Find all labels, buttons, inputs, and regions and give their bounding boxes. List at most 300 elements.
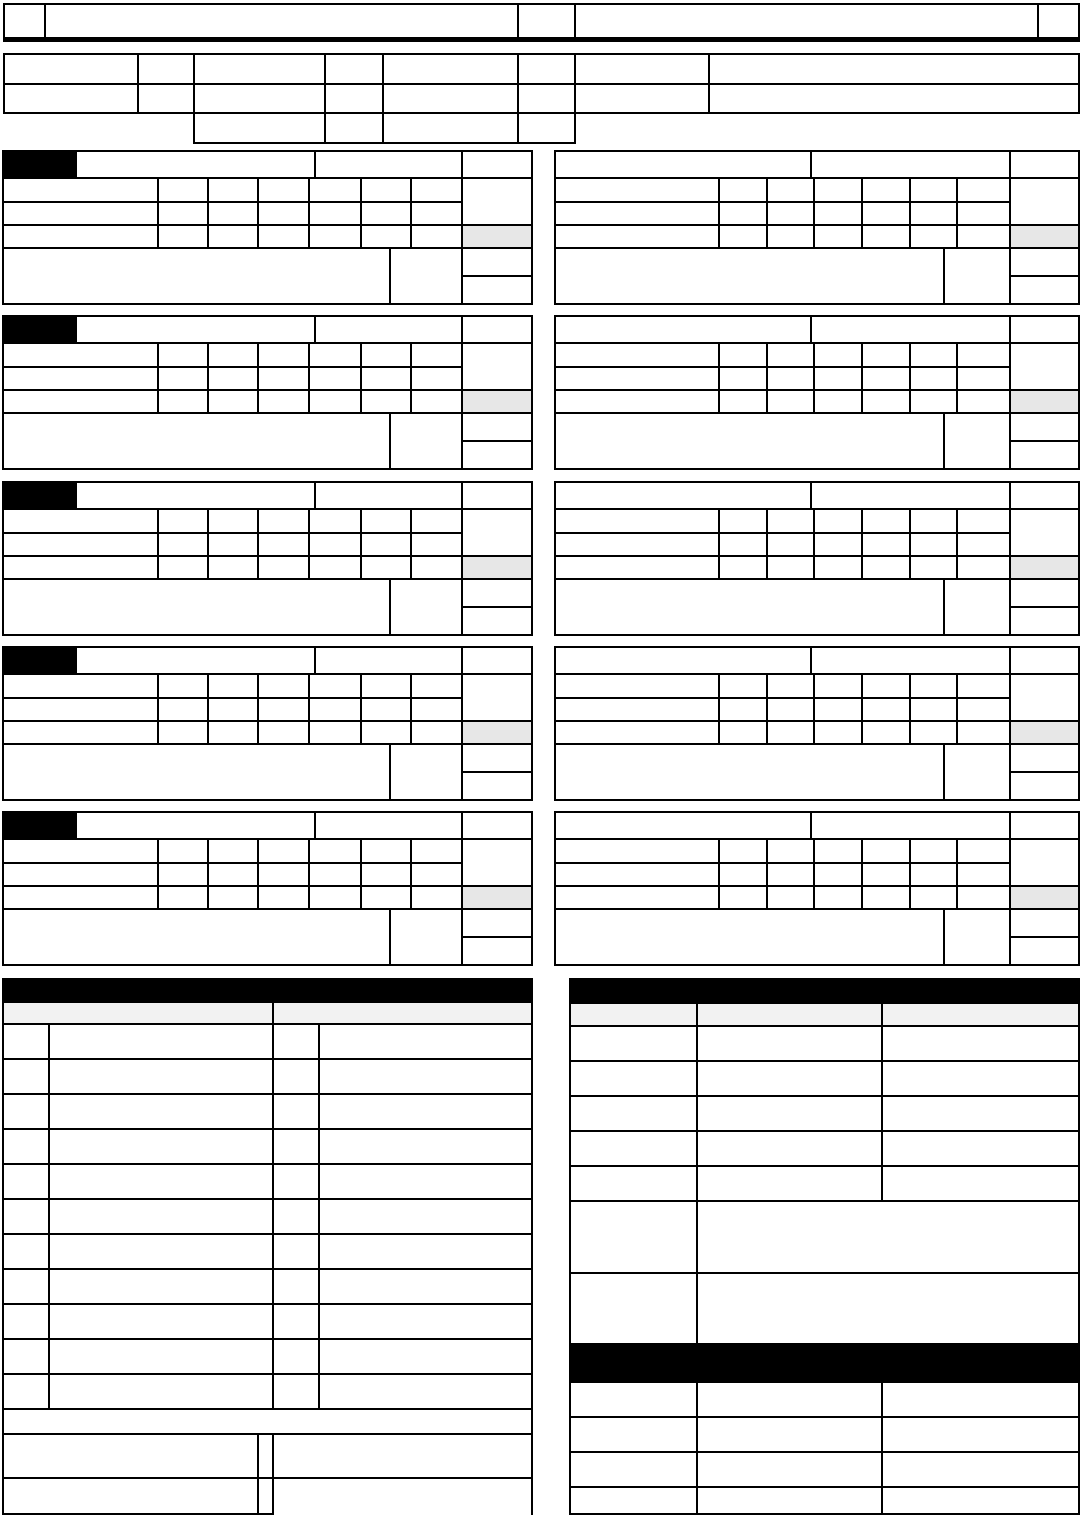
row-number-cell[interactable] [2,1163,50,1200]
stacked-entry-cell[interactable] [1009,936,1080,966]
score-cell[interactable] [410,342,463,368]
score-cell[interactable] [861,366,911,391]
score-cell[interactable] [410,201,463,226]
row-number-cell[interactable] [272,1338,320,1375]
row-number-cell[interactable] [2,1198,50,1235]
score-cell[interactable] [308,697,362,722]
row-label-cell[interactable] [554,862,720,887]
name-entry-cell[interactable] [318,1338,533,1375]
stacked-entry-cell[interactable] [461,440,533,470]
wide-entry-cell[interactable] [2,908,391,966]
score-cell[interactable] [813,224,863,249]
small-entry-cell[interactable] [389,908,463,966]
name-entry-cell[interactable] [48,1163,274,1200]
score-cell[interactable] [360,201,412,226]
block-header-cell[interactable] [554,150,812,179]
stacked-entry-cell[interactable] [461,936,533,966]
score-cell[interactable] [909,673,958,699]
row-label-cell[interactable] [554,224,720,249]
score-cell[interactable] [410,862,463,887]
score-cell[interactable] [909,201,958,226]
row-label-cell[interactable] [2,697,159,722]
score-cell[interactable] [956,224,1011,249]
score-cell[interactable] [766,555,815,580]
score-cell[interactable] [813,720,863,745]
stacked-entry-cell[interactable] [461,578,533,608]
wide-entry-cell[interactable] [2,578,391,636]
score-cell[interactable] [308,366,362,391]
score-cell[interactable] [956,342,1011,368]
row-label-cell[interactable] [2,555,159,580]
top-header-cell[interactable] [574,3,1039,39]
stacked-entry-cell[interactable] [1009,908,1080,938]
score-cell[interactable] [813,555,863,580]
detail-cell[interactable] [881,1451,1080,1488]
score-cell[interactable] [718,532,768,557]
info-grid-cell[interactable] [193,112,326,144]
row-number-cell[interactable] [272,1093,320,1130]
score-cell[interactable] [909,366,958,391]
small-entry-cell[interactable] [943,412,1011,470]
score-cell[interactable] [207,555,259,580]
row-label-cell[interactable] [554,342,720,368]
name-entry-cell[interactable] [48,1373,274,1410]
score-cell[interactable] [766,532,815,557]
detail-cell[interactable] [696,1451,883,1488]
merged-detail-cell[interactable] [569,1200,698,1274]
row-number-cell[interactable] [2,1338,50,1375]
score-cell[interactable] [360,720,412,745]
stacked-entry-cell[interactable] [461,771,533,801]
score-cell[interactable] [813,508,863,534]
score-cell[interactable] [861,224,911,249]
info-grid-cell[interactable] [517,53,576,85]
total-cell[interactable] [1009,673,1080,722]
score-cell[interactable] [718,201,768,226]
top-header-cell[interactable] [1037,3,1080,39]
score-cell[interactable] [909,389,958,414]
score-cell[interactable] [308,342,362,368]
score-cell[interactable] [257,224,310,249]
total-cell[interactable] [461,508,533,557]
stacked-entry-cell[interactable] [461,606,533,636]
row-number-cell[interactable] [272,1268,320,1305]
row-number-cell[interactable] [2,1023,50,1060]
name-entry-cell[interactable] [318,1128,533,1165]
score-cell[interactable] [956,838,1011,864]
score-cell[interactable] [766,838,815,864]
small-entry-cell[interactable] [943,908,1011,966]
name-entry-cell[interactable] [48,1128,274,1165]
detail-cell[interactable] [569,1416,698,1453]
name-entry-cell[interactable] [318,1233,533,1270]
score-cell[interactable] [207,838,259,864]
footer-cell[interactable] [272,1433,533,1479]
block-header-cell[interactable] [554,481,812,510]
score-cell[interactable] [410,508,463,534]
score-cell[interactable] [909,224,958,249]
score-cell[interactable] [360,389,412,414]
score-cell[interactable] [308,862,362,887]
score-cell[interactable] [157,177,209,203]
score-cell[interactable] [861,201,911,226]
score-cell[interactable] [360,532,412,557]
score-cell[interactable] [360,838,412,864]
block-header-cell[interactable] [314,150,463,179]
score-cell[interactable] [157,532,209,557]
score-cell[interactable] [157,838,209,864]
row-number-cell[interactable] [272,1128,320,1165]
score-cell[interactable] [861,838,911,864]
score-cell[interactable] [766,697,815,722]
score-cell[interactable] [308,389,362,414]
score-cell[interactable] [207,342,259,368]
score-cell[interactable] [956,862,1011,887]
row-number-cell[interactable] [2,1268,50,1305]
block-header-cell[interactable] [554,646,812,675]
score-cell[interactable] [360,224,412,249]
score-cell[interactable] [909,177,958,203]
detail-cell[interactable] [569,1060,698,1097]
score-cell[interactable] [308,508,362,534]
score-cell[interactable] [308,201,362,226]
score-cell[interactable] [718,697,768,722]
name-entry-cell[interactable] [48,1303,274,1340]
info-grid-cell[interactable] [324,112,384,144]
score-cell[interactable] [718,366,768,391]
row-label-cell[interactable] [2,342,159,368]
score-cell[interactable] [157,673,209,699]
row-label-cell[interactable] [2,177,159,203]
block-header-cell[interactable] [810,646,1011,675]
stacked-entry-cell[interactable] [1009,440,1080,470]
merged-detail-cell[interactable] [696,1200,1080,1274]
block-header-cell[interactable] [1009,150,1080,179]
block-header-cell[interactable] [314,481,463,510]
score-cell[interactable] [157,201,209,226]
row-label-cell[interactable] [2,224,159,249]
score-cell[interactable] [157,862,209,887]
score-cell[interactable] [207,697,259,722]
score-cell[interactable] [308,720,362,745]
block-header-cell[interactable] [314,646,463,675]
score-cell[interactable] [718,673,768,699]
block-header-cell[interactable] [810,150,1011,179]
score-cell[interactable] [207,673,259,699]
score-cell[interactable] [410,177,463,203]
row-label-cell[interactable] [2,201,159,226]
small-entry-cell[interactable] [389,578,463,636]
score-cell[interactable] [861,532,911,557]
score-cell[interactable] [718,555,768,580]
score-cell[interactable] [207,389,259,414]
block-header-cell[interactable] [810,481,1011,510]
score-cell[interactable] [956,673,1011,699]
info-grid-cell[interactable] [517,112,576,144]
detail-cell[interactable] [696,1130,883,1167]
score-cell[interactable] [956,697,1011,722]
block-header-cell[interactable] [461,315,533,344]
score-cell[interactable] [308,838,362,864]
detail-cell[interactable] [881,1416,1080,1453]
score-cell[interactable] [861,508,911,534]
score-cell[interactable] [257,885,310,910]
detail-cell[interactable] [881,1165,1080,1202]
score-cell[interactable] [257,508,310,534]
score-cell[interactable] [861,342,911,368]
stacked-entry-cell[interactable] [461,908,533,938]
score-cell[interactable] [861,177,911,203]
name-entry-cell[interactable] [48,1058,274,1095]
score-cell[interactable] [813,838,863,864]
score-cell[interactable] [410,673,463,699]
detail-cell[interactable] [569,1130,698,1167]
row-label-cell[interactable] [2,885,159,910]
score-cell[interactable] [308,224,362,249]
score-cell[interactable] [813,366,863,391]
row-label-cell[interactable] [554,697,720,722]
wide-entry-cell[interactable] [2,412,391,470]
top-header-cell[interactable] [44,3,519,39]
score-cell[interactable] [956,555,1011,580]
score-cell[interactable] [207,224,259,249]
block-header-cell[interactable] [461,481,533,510]
score-cell[interactable] [766,885,815,910]
score-cell[interactable] [410,224,463,249]
row-label-cell[interactable] [554,366,720,391]
total-cell[interactable] [1009,342,1080,391]
score-cell[interactable] [956,508,1011,534]
row-label-cell[interactable] [554,838,720,864]
score-cell[interactable] [956,201,1011,226]
stacked-entry-cell[interactable] [461,412,533,442]
score-cell[interactable] [813,673,863,699]
detail-cell[interactable] [696,1025,883,1062]
score-cell[interactable] [909,885,958,910]
score-cell[interactable] [861,673,911,699]
info-grid-cell[interactable] [193,53,326,85]
stacked-entry-cell[interactable] [1009,743,1080,773]
footer-cell[interactable] [2,1433,259,1479]
name-entry-cell[interactable] [318,1058,533,1095]
block-header-cell[interactable] [554,315,812,344]
name-entry-cell[interactable] [318,1163,533,1200]
score-cell[interactable] [718,389,768,414]
score-cell[interactable] [207,508,259,534]
score-cell[interactable] [909,838,958,864]
name-entry-cell[interactable] [318,1023,533,1060]
score-cell[interactable] [157,389,209,414]
detail-cell[interactable] [569,1381,698,1418]
row-number-cell[interactable] [2,1093,50,1130]
stacked-entry-cell[interactable] [461,275,533,305]
detail-cell[interactable] [569,1165,698,1202]
info-grid-cell[interactable] [574,83,710,114]
score-cell[interactable] [813,342,863,368]
block-header-cell[interactable] [75,481,316,510]
total-cell[interactable] [1009,838,1080,887]
small-entry-cell[interactable] [389,247,463,305]
score-cell[interactable] [410,366,463,391]
block-header-cell[interactable] [314,315,463,344]
score-cell[interactable] [257,342,310,368]
row-label-cell[interactable] [554,555,720,580]
row-label-cell[interactable] [2,673,159,699]
score-cell[interactable] [308,177,362,203]
stacked-entry-cell[interactable] [1009,606,1080,636]
stacked-entry-cell[interactable] [1009,578,1080,608]
row-number-cell[interactable] [2,1233,50,1270]
row-number-cell[interactable] [2,1058,50,1095]
wide-entry-cell[interactable] [554,908,945,966]
score-cell[interactable] [909,720,958,745]
score-cell[interactable] [157,508,209,534]
info-grid-cell[interactable] [137,83,195,114]
score-cell[interactable] [360,697,412,722]
score-cell[interactable] [157,720,209,745]
row-label-cell[interactable] [554,389,720,414]
score-cell[interactable] [410,389,463,414]
score-cell[interactable] [410,697,463,722]
row-label-cell[interactable] [554,720,720,745]
merged-detail-cell[interactable] [696,1272,1080,1345]
score-cell[interactable] [861,389,911,414]
row-number-cell[interactable] [272,1058,320,1095]
name-entry-cell[interactable] [318,1373,533,1410]
wide-entry-cell[interactable] [2,743,391,801]
score-cell[interactable] [766,862,815,887]
footer-cell[interactable] [272,1477,533,1515]
info-grid-cell[interactable] [382,53,519,85]
block-header-cell[interactable] [554,811,812,840]
score-cell[interactable] [157,366,209,391]
score-cell[interactable] [813,177,863,203]
score-cell[interactable] [766,673,815,699]
stacked-entry-cell[interactable] [1009,412,1080,442]
row-label-cell[interactable] [554,508,720,534]
block-header-cell[interactable] [75,315,316,344]
full-width-row[interactable] [2,1408,533,1435]
score-cell[interactable] [861,885,911,910]
score-cell[interactable] [410,720,463,745]
score-cell[interactable] [861,697,911,722]
name-entry-cell[interactable] [48,1233,274,1270]
score-cell[interactable] [718,862,768,887]
detail-cell[interactable] [696,1165,883,1202]
wide-entry-cell[interactable] [554,247,945,305]
score-cell[interactable] [766,366,815,391]
score-cell[interactable] [861,720,911,745]
small-entry-cell[interactable] [389,412,463,470]
name-entry-cell[interactable] [318,1198,533,1235]
name-entry-cell[interactable] [48,1093,274,1130]
score-cell[interactable] [813,389,863,414]
row-label-cell[interactable] [2,720,159,745]
score-cell[interactable] [308,885,362,910]
info-grid-cell[interactable] [574,53,710,85]
block-header-cell[interactable] [1009,811,1080,840]
score-cell[interactable] [257,862,310,887]
name-entry-cell[interactable] [48,1268,274,1305]
detail-cell[interactable] [569,1486,698,1515]
row-label-cell[interactable] [2,389,159,414]
score-cell[interactable] [257,177,310,203]
detail-cell[interactable] [881,1130,1080,1167]
detail-cell[interactable] [696,1381,883,1418]
detail-cell[interactable] [881,1381,1080,1418]
row-label-cell[interactable] [2,862,159,887]
detail-cell[interactable] [696,1095,883,1132]
row-number-cell[interactable] [272,1303,320,1340]
small-entry-cell[interactable] [389,743,463,801]
info-grid-cell[interactable] [324,53,384,85]
score-cell[interactable] [909,532,958,557]
row-number-cell[interactable] [272,1233,320,1270]
block-header-cell[interactable] [75,811,316,840]
score-cell[interactable] [956,720,1011,745]
detail-cell[interactable] [696,1486,883,1515]
score-cell[interactable] [718,720,768,745]
detail-cell[interactable] [881,1095,1080,1132]
stacked-entry-cell[interactable] [1009,771,1080,801]
total-cell[interactable] [461,838,533,887]
block-header-cell[interactable] [1009,481,1080,510]
score-cell[interactable] [360,177,412,203]
detail-cell[interactable] [881,1025,1080,1062]
score-cell[interactable] [207,177,259,203]
score-cell[interactable] [813,201,863,226]
score-cell[interactable] [813,697,863,722]
row-label-cell[interactable] [554,177,720,203]
row-label-cell[interactable] [554,532,720,557]
score-cell[interactable] [861,862,911,887]
score-cell[interactable] [766,508,815,534]
score-cell[interactable] [360,508,412,534]
info-grid-cell[interactable] [708,83,1080,114]
row-number-cell[interactable] [272,1023,320,1060]
score-cell[interactable] [257,366,310,391]
score-cell[interactable] [766,342,815,368]
score-cell[interactable] [157,885,209,910]
score-cell[interactable] [410,555,463,580]
info-grid-cell[interactable] [3,83,139,114]
score-cell[interactable] [909,342,958,368]
row-number-cell[interactable] [2,1373,50,1410]
score-cell[interactable] [909,697,958,722]
small-entry-cell[interactable] [943,578,1011,636]
info-grid-cell[interactable] [382,83,519,114]
block-header-cell[interactable] [810,315,1011,344]
info-grid-cell[interactable] [3,53,139,85]
score-cell[interactable] [207,862,259,887]
top-header-cell[interactable] [3,3,46,39]
score-cell[interactable] [308,532,362,557]
info-grid-cell[interactable] [137,53,195,85]
score-cell[interactable] [956,885,1011,910]
score-cell[interactable] [257,838,310,864]
score-cell[interactable] [766,177,815,203]
total-cell[interactable] [1009,177,1080,226]
score-cell[interactable] [257,532,310,557]
score-cell[interactable] [766,720,815,745]
score-cell[interactable] [207,720,259,745]
block-header-cell[interactable] [75,646,316,675]
score-cell[interactable] [766,224,815,249]
info-grid-cell[interactable] [193,83,326,114]
score-cell[interactable] [360,862,412,887]
stacked-entry-cell[interactable] [1009,275,1080,305]
info-grid-cell[interactable] [708,53,1080,85]
